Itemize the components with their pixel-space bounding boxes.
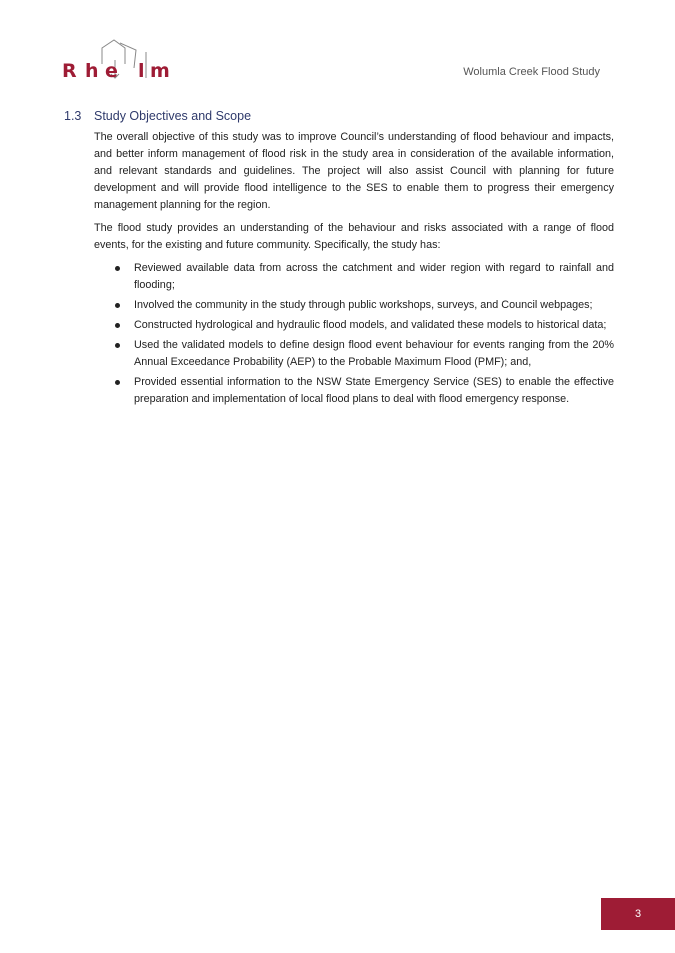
list-item: Reviewed available data from across the catchment and wider region with regard to rainfall and flooding; <box>94 260 614 294</box>
list-item: Used the validated models to define design flood event behaviour for events ranging from the 20% Annual Exceedance Probability (AEP) to the Probable Maximum Flood (PMF); and, <box>94 337 614 371</box>
rhelm-logo-mark <box>62 38 180 82</box>
svg-text:R: R <box>62 60 77 82</box>
section-heading <box>64 109 251 123</box>
svg-text:l: l <box>138 60 145 82</box>
svg-text:e: e <box>105 60 118 82</box>
svg-text:h: h <box>85 60 99 82</box>
section-body <box>94 129 614 411</box>
svg-text:m: m <box>150 60 170 82</box>
paragraph: The flood study provides an understanding of the behaviour and risks associated with a range of flood events, for the existing and future community. Specifically, the study has: <box>94 222 614 251</box>
objectives-list <box>94 260 614 408</box>
list-item: Provided essential information to the NSW State Emergency Service (SES) to enable the effective preparation and implementation of local flood plans to deal with flood emergency response. <box>94 374 614 408</box>
list-item: Involved the community in the study through public workshops, surveys, and Council webpages; <box>94 297 614 314</box>
document-title: Wolumla Creek Flood Study <box>463 66 600 78</box>
list-item: Constructed hydrological and hydraulic flood models, and validated these models to historical data; <box>94 317 614 334</box>
paragraph: The overall objective of this study was to improve Council’s understanding of flood behaviour and impacts, and better inform management of flood risk in the study area in consideration of the available information, and relevant standards and guidelines. The project will also assist Council with planning for future development and will provide flood intelligence to the SES to enable them to progress their emergency management planning for the region. <box>94 131 614 211</box>
section-number: 1.3 <box>64 109 82 123</box>
page-number-label: 3 <box>634 908 642 920</box>
rhelm-logo <box>62 38 180 82</box>
page-number <box>601 898 675 930</box>
section-title: Study Objectives and Scope <box>94 109 252 123</box>
